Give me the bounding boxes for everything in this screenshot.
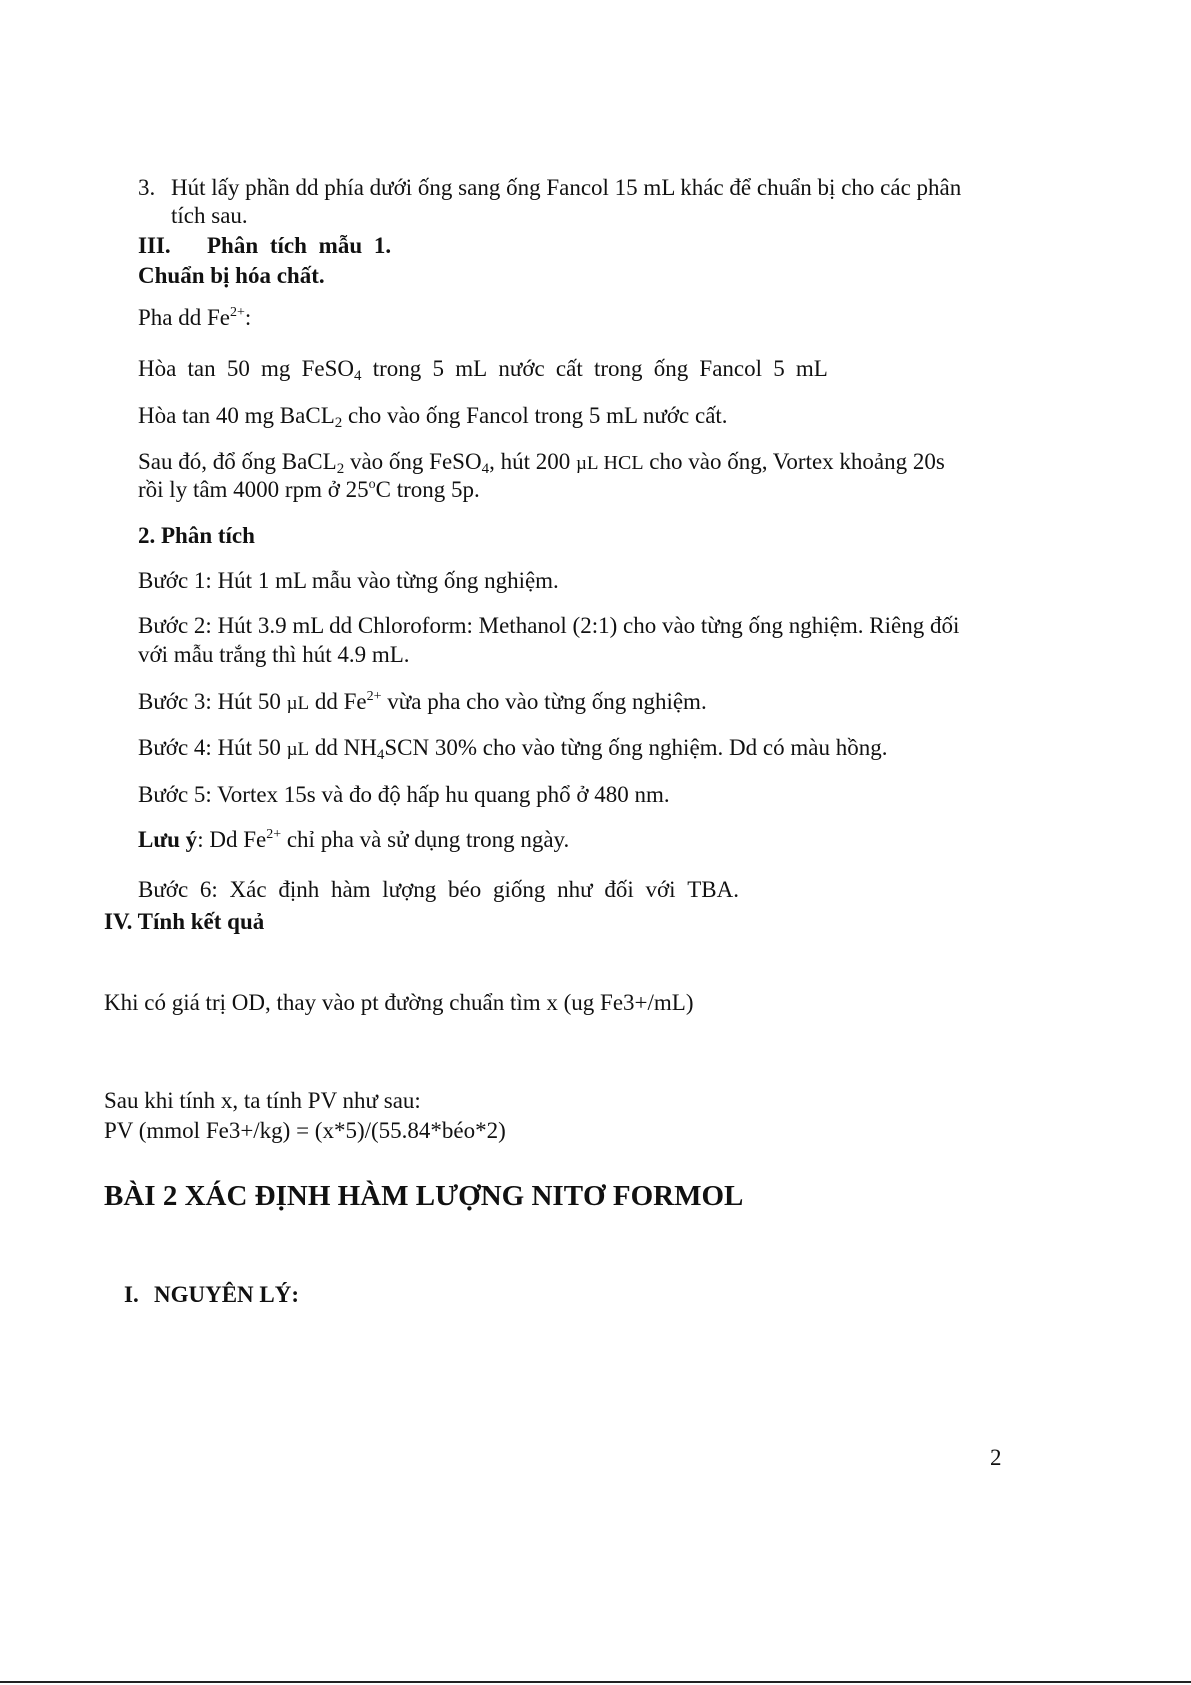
- section-title-3: Phân tích mẫu 1.: [207, 233, 392, 258]
- list-item-text-line2: tích sau.: [171, 203, 248, 228]
- step-5: Bước 5: Vortex 15s và đo độ hấp hu quang phổ ở 480 nm.: [138, 782, 670, 807]
- list-item-text-line1: Hút lấy phần dd phía dưới ống sang ống Fancol 15 mL khác để chuẩn bị cho các phân: [171, 175, 962, 200]
- step-2-line2: với mẫu trắng thì hút 4.9 mL.: [138, 642, 410, 667]
- section-numeral-3: III.: [138, 233, 171, 258]
- principle-heading: NGUYÊN LÝ:: [154, 1282, 300, 1307]
- principle-numeral: I.: [124, 1282, 139, 1307]
- page-bottom-border: [0, 1681, 1191, 1683]
- fe-prep-line: Pha dd $Fe^{2+}$:: [138, 305, 252, 330]
- od-text: Khi có giá trị OD, thay vào pt đường chuẩn tìm x (ug Fe3+/mL): [104, 990, 694, 1015]
- page-number: 2: [990, 1445, 1002, 1470]
- dissolve-bacl2-line: Hòa tan 40 mg BaCL$_2$ cho vào ống Fancol trong 5 mL nước cất.: [138, 403, 728, 431]
- step-4: Bước 4: Hút 50 µL dd $NH_4SCN$ 30% cho vào từng ống nghiệm. Dd có màu hồng.: [138, 735, 888, 763]
- list-item-number: 3.: [138, 175, 156, 200]
- step-6: Bước 6: Xác định hàm lượng béo giống như đối với TBA.: [138, 877, 739, 902]
- mix-step-line1: Sau đó, đổ ống BaCL$_2$ vào ống FeSO$_4$, hút 200 µL HCL cho vào ống, Vortex khoảng 20s: [138, 449, 945, 477]
- dissolve-feso4-line: Hòa tan 50 mg FeSO$_4$ trong 5 mL nước cất trong ống Fancol 5 mL: [138, 356, 828, 384]
- mix-step-line2: rồi ly tâm 4000 rpm ở 25$^o$C trong 5p.: [138, 477, 480, 502]
- step-3: Bước 3: Hút 50 µL dd $Fe^{2+}$ vừa pha cho vào từng ống nghiệm.: [138, 689, 707, 714]
- pv-intro: Sau khi tính x, ta tính PV như sau:: [104, 1088, 421, 1113]
- pv-formula: PV (mmol Fe3+/kg) = (x*5)/(55.84*béo*2): [104, 1118, 506, 1143]
- section-heading-4: IV. Tính kết quả: [104, 909, 265, 934]
- note-line: Lưu ý: Dd $Fe^{2+}$ chỉ pha và sử dụng trong ngày.: [138, 827, 570, 852]
- analysis-heading: 2. Phân tích: [138, 523, 255, 548]
- step-2-line1: Bước 2: Hút 3.9 mL dd Chloroform: Methanol (2:1) cho vào từng ống nghiệm. Riêng đối: [138, 613, 960, 638]
- subheading-chemicals: Chuẩn bị hóa chất.: [138, 263, 325, 288]
- step-1: Bước 1: Hút 1 mL mẫu vào từng ống nghiệm.: [138, 568, 559, 593]
- lesson-title: BÀI 2 XÁC ĐỊNH HÀM LƯỢNG NITƠ FORMOL: [104, 1180, 744, 1212]
